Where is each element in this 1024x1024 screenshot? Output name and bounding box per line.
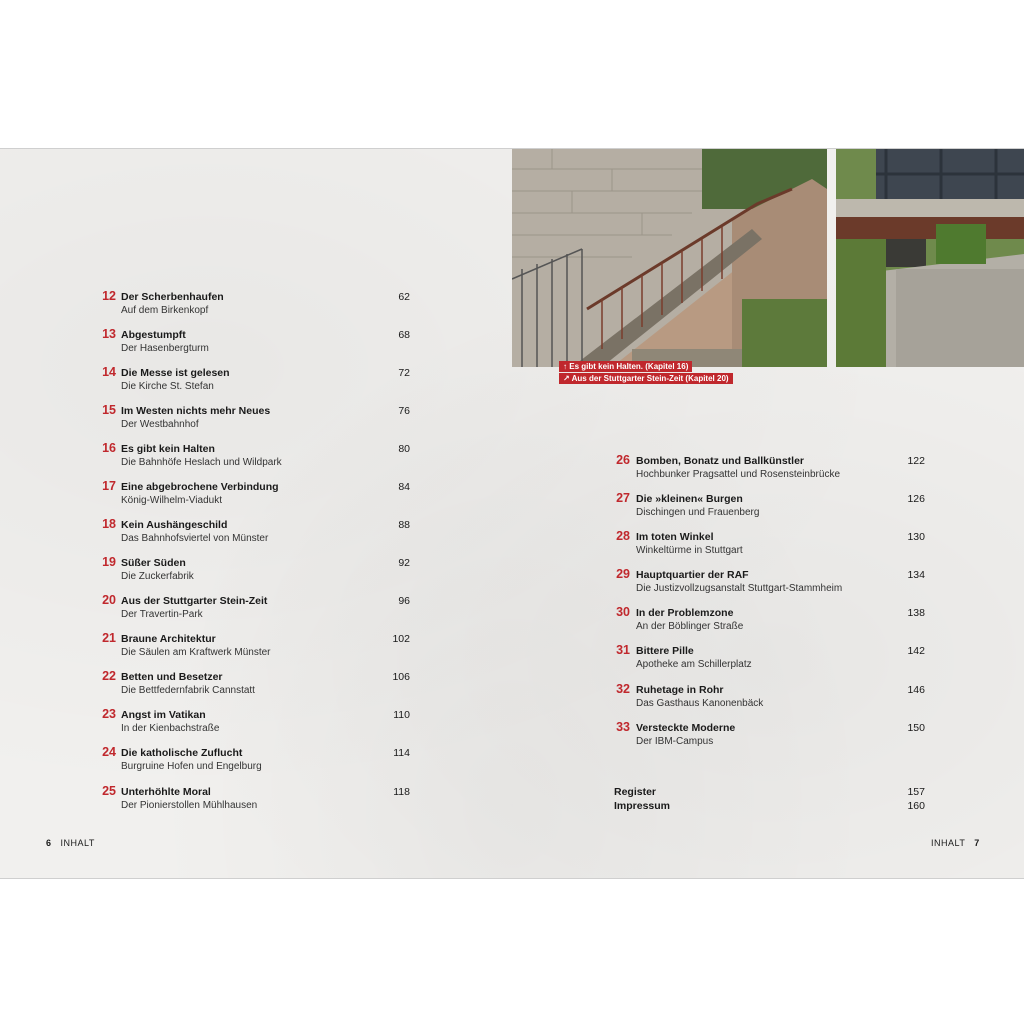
chapter-title: Es gibt kein Halten [121, 443, 215, 455]
chapter-title: Kein Aushängeschild [121, 519, 228, 531]
page-number: 146 [907, 684, 925, 696]
footer-left [46, 838, 95, 848]
photo-bridge [836, 149, 1024, 367]
page-number: 84 [398, 481, 410, 493]
chapter-subtitle: Das Gasthaus Kanonenbäck [636, 698, 764, 709]
page-number: 88 [398, 519, 410, 531]
chapter-title: Betten und Besetzer [121, 671, 223, 683]
chapter-number: 27 [616, 491, 630, 505]
page-number: 134 [907, 569, 925, 581]
chapter-title: Die Messe ist gelesen [121, 367, 230, 379]
page-number: 62 [398, 291, 410, 303]
chapter-number: 18 [102, 517, 116, 531]
page-number: 102 [392, 633, 410, 645]
register-title: Register [614, 786, 657, 798]
chapter-title: Bittere Pille [636, 645, 694, 657]
page-number: 126 [907, 493, 925, 505]
chapter-title: Braune Architektur [121, 633, 216, 645]
page-number: 138 [907, 607, 925, 619]
page-number: 76 [398, 405, 410, 417]
chapter-number: 29 [616, 567, 630, 581]
page-number: 68 [398, 329, 410, 341]
page-number: 92 [398, 557, 410, 569]
chapter-title: Angst im Vatikan [121, 709, 206, 721]
page-number: 96 [398, 595, 410, 607]
chapter-number: 32 [616, 682, 630, 696]
page-number: 114 [393, 747, 410, 759]
chapter-number: 13 [102, 327, 116, 341]
chapter-subtitle: An der Böblinger Straße [636, 621, 744, 632]
chapter-subtitle: Dischingen und Frauenberg [636, 507, 760, 518]
chapter-subtitle: Auf dem Birkenkopf [121, 305, 209, 316]
chapter-number: 12 [102, 289, 116, 303]
chapter-title: Versteckte Moderne [636, 722, 736, 734]
chapter-title: Die »kleinen« Burgen [636, 493, 743, 505]
chapter-number: 15 [102, 403, 116, 417]
page-number: 118 [393, 786, 410, 798]
chapter-subtitle: Die Justizvollzugsanstalt Stuttgart-Stammheim [636, 583, 843, 594]
chapter-subtitle: Apotheke am Schillerplatz [636, 659, 752, 670]
chapter-title: Ruhetage in Rohr [636, 684, 724, 696]
chapter-subtitle: Hochbunker Pragsattel und Rosensteinbrücke [636, 469, 841, 480]
chapter-title: Der Scherbenhaufen [121, 291, 224, 303]
chapter-subtitle: Der Westbahnhof [121, 419, 199, 430]
caption-photo-2: ↗ Aus der Stuttgarter Stein-Zeit (Kapitel 20) [559, 373, 733, 384]
chapter-number: 17 [102, 479, 116, 493]
chapter-title: Im toten Winkel [636, 531, 714, 543]
chapter-number: 31 [616, 643, 630, 657]
chapter-subtitle: Die Zuckerfabrik [121, 571, 194, 582]
impressum-title: Impressum [614, 800, 671, 812]
chapter-subtitle: Burgruine Hofen und Engelburg [121, 761, 262, 772]
page-number: 110 [393, 709, 410, 721]
chapter-number: 22 [102, 669, 116, 683]
page-number: 150 [907, 722, 925, 734]
chapter-number: 30 [616, 605, 630, 619]
page-number: 72 [398, 367, 410, 379]
page-number: 122 [907, 455, 925, 467]
chapter-title: Hauptquartier der RAF [636, 569, 749, 581]
chapter-number: 23 [102, 707, 116, 721]
caption-photo-1: ↑ Es gibt kein Halten. (Kapitel 16) [559, 361, 692, 372]
chapter-number: 16 [102, 441, 116, 455]
footer-right-page-number: 7 [974, 838, 980, 848]
chapter-title: Bomben, Bonatz und Ballkünstler [636, 455, 805, 467]
chapter-subtitle: Das Bahnhofsviertel von Münster [121, 533, 269, 544]
chapter-subtitle: Der Pionierstollen Mühlhausen [121, 800, 258, 811]
impressum-page: 160 [907, 800, 925, 812]
chapter-subtitle: Winkeltürme in Stuttgart [636, 545, 743, 556]
chapter-number: 20 [102, 593, 116, 607]
chapter-title: Die katholische Zuflucht [121, 747, 243, 759]
chapter-subtitle: In der Kienbachstraße [121, 723, 220, 734]
footer-right [931, 838, 980, 848]
footer-left-page-number: 6 [46, 838, 52, 848]
chapter-subtitle: Die Säulen am Kraftwerk Münster [121, 647, 271, 658]
page-number: 142 [907, 645, 925, 657]
chapter-subtitle: Der Hasenbergturm [121, 343, 209, 354]
chapter-title: Im Westen nichts mehr Neues [121, 405, 271, 417]
chapter-title: Süßer Süden [121, 557, 186, 569]
footer-right-label: INHALT [931, 838, 966, 848]
page-number: 130 [907, 531, 925, 543]
page-number: 80 [398, 443, 410, 455]
chapter-subtitle: Die Kirche St. Stefan [121, 381, 214, 392]
chapter-subtitle: Der Travertin-Park [121, 609, 203, 620]
chapter-number: 25 [102, 784, 116, 798]
register-page: 157 [907, 786, 925, 798]
chapter-subtitle: König-Wilhelm-Viadukt [121, 495, 222, 506]
arrow-up-right-icon: ↗ [563, 374, 570, 383]
chapter-title: Abgestumpft [121, 329, 186, 341]
chapter-subtitle: Die Bahnhöfe Heslach und Wildpark [121, 457, 282, 468]
chapter-number: 28 [616, 529, 630, 543]
chapter-title: In der Problemzone [636, 607, 734, 619]
arrow-up-icon: ↑ [563, 362, 567, 371]
footer-left-label: INHALT [60, 838, 95, 848]
chapter-subtitle: Die Bettfedernfabrik Cannstatt [121, 685, 255, 696]
chapter-subtitle: Der IBM-Campus [636, 736, 714, 747]
chapter-number: 33 [616, 720, 630, 734]
chapter-number: 19 [102, 555, 116, 569]
chapter-number: 14 [102, 365, 116, 379]
photo-stairs [512, 149, 827, 367]
chapter-number: 21 [102, 631, 116, 645]
chapter-title: Aus der Stuttgarter Stein-Zeit [121, 595, 268, 607]
chapter-title: Unterhöhlte Moral [121, 786, 211, 798]
page-number: 106 [392, 671, 410, 683]
chapter-number: 26 [616, 453, 630, 467]
chapter-number: 24 [102, 745, 116, 759]
chapter-title: Eine abgebrochene Verbindung [121, 481, 279, 493]
